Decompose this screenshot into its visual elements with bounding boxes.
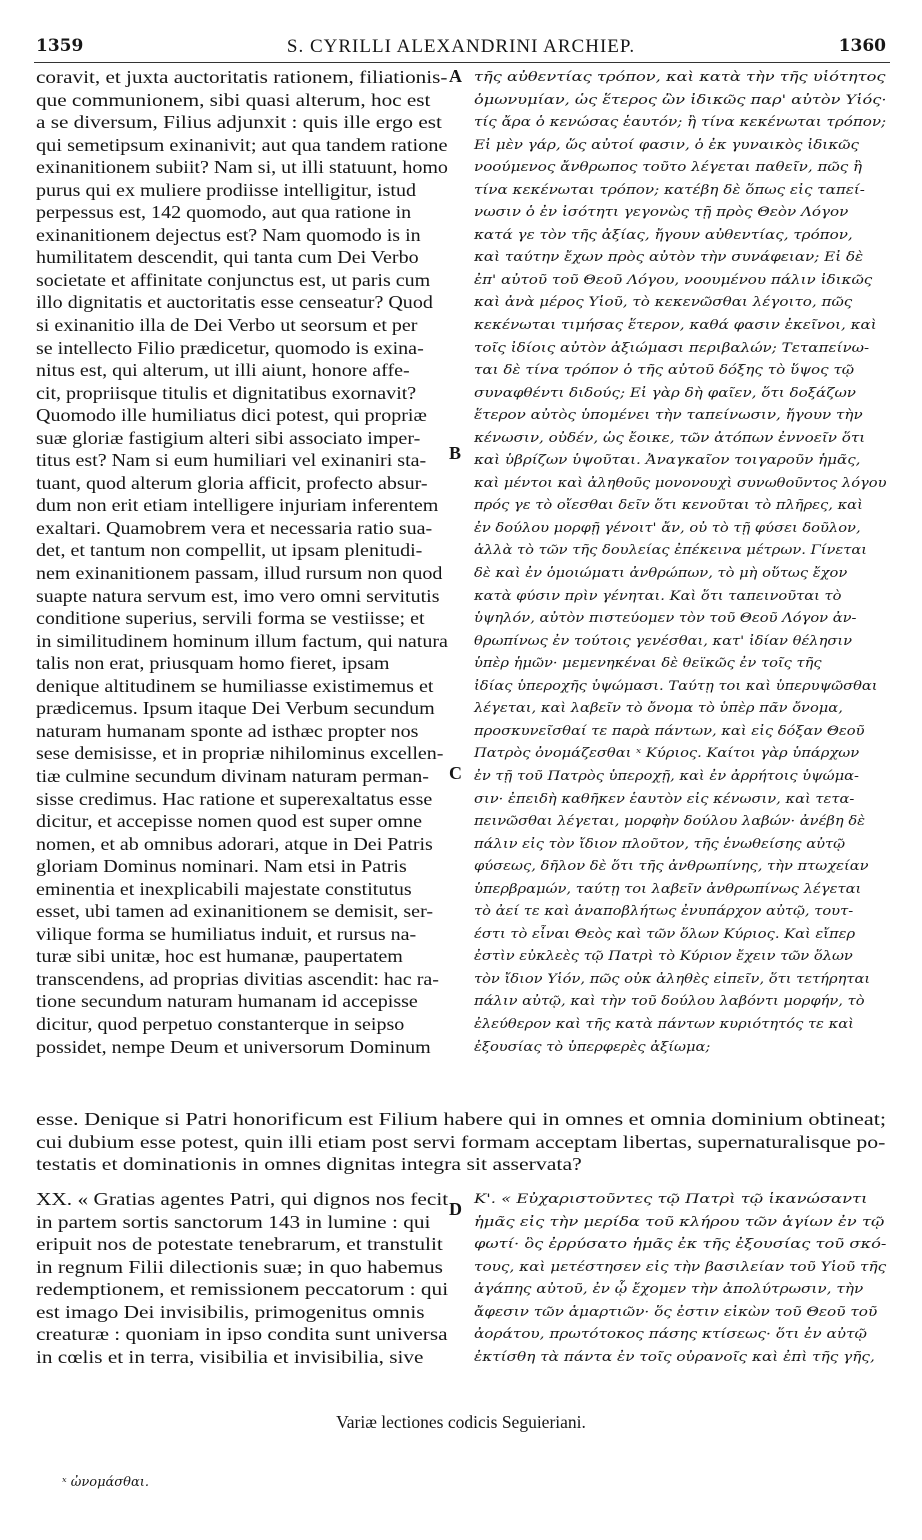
latin-full-width-paragraph <box>36 1108 887 1176</box>
text-line: τους, καὶ μετέστησεν εἰς τὴν βασιλείαν τοῦ Υἱοῦ τῆς <box>474 1258 887 1274</box>
text-line: det, et tantum non compellit, ut ipsam plenitudi- <box>36 540 423 561</box>
text-line: φωτί· ὃς ἐρρύσατο ἡμᾶς ἐκ τῆς ἐξουσίας τοῦ σκό- <box>474 1236 887 1252</box>
text-line: vilique forma se humiliatus induit, et rursus na- <box>36 923 417 944</box>
text-line: Quomodo ille humiliatus dici potest, qui propriæ <box>36 405 427 426</box>
text-line: esse. Denique si Patri honorificum est Filium habere qui in omnes et omnia dominium obtineat; <box>36 1109 887 1129</box>
text-line: ἀγάπης αὐτοῦ, ἐν ᾧ ἔχομεν τὴν ἀπολύτρωσιν, τὴν <box>474 1281 864 1297</box>
text-line: creaturæ : quoniam in ipso condita sunt universa <box>36 1324 448 1345</box>
text-line: ἐκτίσθη τὰ πάντα ἐν τοῖς οὐρανοῖς καὶ ἐπὶ τῆς γῆς, <box>474 1348 875 1364</box>
text-line: ἐλεύθερον καὶ τῆς κατὰ πάντων κυριότητός τε καὶ <box>474 1015 854 1031</box>
text-line: σιν· ἐπειδὴ καθῆκεν ἑαυτὸν εἰς κένωσιν, καὶ τετα- <box>474 790 855 806</box>
text-line: καὶ ταύτην ἔχων πρὸς αὐτὸν τὴν συνάφειαν; Εἰ δὲ <box>474 249 864 265</box>
text-line: eminentia et inexplicabili majestate constitutus <box>36 878 412 899</box>
variants-heading: Variæ lectiones codicis Seguieriani. <box>336 1412 586 1432</box>
text-line: in regnum Filii dilectionis suæ; in quo habemus <box>36 1256 443 1277</box>
text-line: πρός γε τὸ οἴεσθαι δεῖν ὅτι κενοῦται τὸ πλῆρες, καὶ <box>474 497 863 513</box>
text-line: καὶ ἀνὰ μέρος Υἱοῦ, τὸ κεκενῶσθαι λέγοιτο, πῶς <box>474 294 853 310</box>
text-line: possidet, nempe Deum et universorum Dominum <box>36 1036 431 1057</box>
text-line: προσκυνεῖσθαί τε παρὰ πάντων, καὶ εἰς δόξαν Θεοῦ <box>474 722 865 738</box>
text-line: θρωπίνως ἐν τούτοις γενέσθαι, κατ' ἰδίαν θέλησιν <box>474 632 853 648</box>
page-number-left: 1359 <box>36 36 84 56</box>
text-line: ὑπερβραμών, ταύτῃ τοι λαβεῖν ἀνθρωπίνως λέγεται <box>474 880 862 896</box>
text-line: ἐν τῇ τοῦ Πατρὸς ὑπεροχῇ, καὶ ἐν ἀρρήτοις ὑψώμα- <box>474 767 859 783</box>
text-line: transcendens, ad proprias divitias ascendit: hac ra- <box>36 968 439 989</box>
text-line: dicitur, quod perpetuo constanterque in seipso <box>36 1013 405 1034</box>
text-line: exinanitionem dejectus est? Nam quomodo is in <box>36 224 421 245</box>
text-line: que communionem, sibi quasi alterum, hoc est <box>36 89 431 110</box>
text-line: humilitatem descendit, qui tanta cum Dei Verbo <box>36 247 419 268</box>
text-line: turæ sibi unitæ, hoc est humanæ, paupertatem <box>36 946 403 967</box>
text-line: dicitur, et accepisse nomen quod est super omne <box>36 811 423 832</box>
text-line: se intellecto Filio prædicetur, quomodo is exina- <box>36 337 424 358</box>
text-line: conditione superius, servili forma se vestiisse; et <box>36 608 425 629</box>
text-line: ἄφεσιν τῶν ἁμαρτιῶν· ὅς ἐστιν εἰκὼν τοῦ Θεοῦ τοῦ <box>474 1303 878 1319</box>
text-line: Πατρὸς ὀνομάζεσθαι ˣ Κύριος. Καίτοι γὰρ ὑπάρχων <box>474 745 860 761</box>
text-line: in cœlis et in terra, visibilia et invisibilia, sive <box>36 1346 424 1367</box>
text-line: si exinanitio illa de Dei Verbo ut seorsum et per <box>36 315 418 336</box>
text-line: ἐν δούλου μορφῇ γένοιτ' ἄν, οὐ τὸ τῇ φύσει δοῦλον, <box>474 519 861 535</box>
text-line: prædicemus. Ipsum itaque Dei Verbum secundum <box>36 698 435 719</box>
text-line: κεκένωται τιμήσας ἕτερον, καθά φασιν ἐκεῖνοι, καὶ <box>474 317 877 333</box>
text-line: κατὰ φύσιν πρὶν γένηται. Καὶ ὅτι ταπεινοῦται τὸ <box>474 587 842 603</box>
text-line: συναφθέντι διδούς; Εἰ γὰρ δὴ φαῖεν, ὅτι δοξάζων <box>474 384 856 400</box>
text-line: in partem sortis sanctorum 143 in lumine : qui <box>36 1211 431 1232</box>
text-line: νοούμενος ἄνθρωπος τοῦτο λέγεται παθεῖν, πῶς ἢ <box>474 159 863 175</box>
text-line: νωσιν ὁ ἐν ἰσότητι γεγονὼς τῇ πρὸς Θεὸν Λόγον <box>474 204 849 220</box>
text-line: perpessus est, 142 quomodo, aut qua ratione in <box>36 202 412 223</box>
text-line: ὁμωνυμίαν, ὡς ἕτερος ὢν ἰδικῶς παρ' αὐτὸν Υἱός· <box>474 91 887 107</box>
text-line: ἐξουσίας τὸ ὑπερφερὲς ἀξίωμα; <box>474 1038 711 1054</box>
text-line: exaltari. Quamobrem vera et necessaria ratio sua- <box>36 517 433 538</box>
text-line: tione secundum naturam humanam id accepisse <box>36 991 418 1012</box>
text-line: cui dubium esse potest, quin illi etiam post servi formam acceptam libertas, supernaturalisque po- <box>36 1131 886 1152</box>
text-line: ἰδίας ὑπεροχῆς ὑψώμασι. Ταύτῃ τοι καὶ ὑπερυψῶσθαι <box>474 677 878 693</box>
text-line: illo dignitatis et auctoritatis esse censeatur? Quod <box>36 292 433 313</box>
text-line: tuant, quod alterum gloria afficit, profecto absur- <box>36 472 428 493</box>
text-line: τοῖς ἰδίοις αὐτὸν ἀξιώμασι περιβαλών; Τεταπείνω- <box>474 339 870 355</box>
text-line: titus est? Nam si eum humiliari vel exinaniri sta- <box>36 450 427 471</box>
text-line: sisse credimus. Hac ratione et superexaltatus esse <box>36 788 433 809</box>
text-line: nem exinanitionem passam, illud rursum non quod <box>36 563 443 584</box>
text-line: Κ'. « Εὐχαριστοῦντες τῷ Πατρὶ τῷ ἱκανώσαντι <box>474 1191 868 1206</box>
text-line: eripuit nos de potestate tenebrarum, et transtulit <box>36 1234 443 1255</box>
text-line: τῆς αὐθεντίας τρόπον, καὶ κατὰ τὴν τῆς υἱότητος <box>474 69 886 84</box>
text-line: exinanitionem subiit? Nam si, ut illi statuunt, homo <box>36 157 448 178</box>
text-line: κένωσιν, οὐδέν, ὡς ἔοικε, τῶν ἀτόπων ἐννοεῖν ὅτι <box>474 429 866 445</box>
text-line: nomen, et ab omnibus adorari, atque in Dei Patris <box>36 833 433 854</box>
text-line: ὑπὲρ ἡμῶν· μεμενηκέναι δὲ θεϊκῶς ἐν τοῖς τῆς <box>474 655 822 671</box>
text-line: purus qui ex muliere prodiisse intelligitur, istud <box>36 179 416 200</box>
text-line: τὸ ἀεί τε καὶ ἀναποβλήτως ἐνυπάρχον αὐτῷ, τουτ- <box>474 903 854 919</box>
running-title: S. CYRILLI ALEXANDRINI ARCHIEP. <box>286 36 636 57</box>
text-line: τίνα κεκένωται τρόπον; κατέβη δὲ ὅπως εἰς ταπεί- <box>474 181 865 197</box>
text-line: Εἰ μὲν γάρ, ὥς αὐτοί φασιν, ὁ ἐκ γυναικὸς ἰδικῶς <box>474 136 859 152</box>
text-line: denique altitudinem se humiliasse existimemus et <box>36 675 434 696</box>
text-line: societate et affinitate conjunctus est, ut paris cum <box>36 269 431 290</box>
text-line: δὲ καὶ ἐν ὁμοιώματι ἀνθρώπων, τὸ μὴ οὕτως ἔχον <box>474 565 848 581</box>
text-line: in similitudinem hominum illum factum, qui natura <box>36 630 448 651</box>
text-line: dum non erit etiam intelligere injuriam inferentem <box>36 495 439 516</box>
margin-letter-d: D <box>449 1199 462 1219</box>
text-line: ἐστὶν εὐκλεὲς τῷ Πατρὶ τὸ Κύριον ἔχειν τῶν ὅλων <box>474 948 853 964</box>
text-line: testatis et dominationis in omnes dignitas integra sit asservata? <box>36 1154 582 1175</box>
text-line: cit, propriisque titulis et dignitatibus exornavit? <box>36 382 417 403</box>
text-line: ται δὲ τίνα τρόπον ὁ τῆς αὐτοῦ δόξης τὸ ὕψος τῷ <box>474 362 855 378</box>
text-line: καὶ μέντοι καὶ ἀληθοῦς μονονουχὶ συνωθοῦντος λόγου <box>474 474 887 490</box>
text-line: esset, ubi tamen ad exinanitionem se demisit, ser- <box>36 901 434 922</box>
footnote: ˣ ὠνομάσθαι. <box>62 1475 150 1490</box>
text-line: κατά γε τὸν τῆς ἀξίας, ἤγουν αὐθεντίας, τρόπον, <box>474 226 853 242</box>
text-line: coravit, et juxta auctoritatis rationem, filiationis- <box>36 67 448 87</box>
text-line: a se diversum, Filius adjunxit : quis ille ergo est <box>36 112 442 133</box>
text-line: suæ gloriæ fastigium alteri sibi associato imper- <box>36 427 421 448</box>
page-number-right: 1360 <box>838 36 886 56</box>
text-line: τὸν ἴδιον Υἱόν, πῶς οὐκ ἀληθὲς εἰπεῖν, ὅτι τετήρηται <box>474 970 871 986</box>
text-line: suapte natura servum est, imo vero omni servitutis <box>36 585 440 606</box>
text-line: ἡμᾶς εἰς τὴν μερίδα τοῦ κλήρου τῶν ἁγίων ἐν τῷ <box>474 1213 885 1229</box>
text-line: ἕτερον αὐτὸς ὑπομένει τὴν ταπείνωσιν, ἤγουν τὴν <box>474 407 863 423</box>
text-line: est imago Dei invisibilis, primogenitus omnis <box>36 1301 425 1322</box>
greek-column-top <box>474 66 887 1058</box>
latin-column-top <box>36 66 448 1058</box>
text-line: redemptionem, et remissionem peccatorum : qui <box>36 1279 449 1300</box>
text-line: nitus est, qui alterum, ut illi aiunt, honore affe- <box>36 360 410 381</box>
header-rule <box>34 62 890 63</box>
text-line: λέγεται, καὶ λαβεῖν τὸ ὄνομα τὸ ὑπὲρ πᾶν ὄνομα, <box>474 700 843 716</box>
text-line: tiæ culmine secundum divinam naturam perman- <box>36 765 429 786</box>
margin-letter-b: B <box>449 443 462 463</box>
text-line: έστι τὸ εἶναι Θεὸς καὶ τῶν ὅλων Κύριος. Καὶ εἴπερ <box>474 925 856 941</box>
text-line: τίς ἄρα ὁ κενώσας ἑαυτόν; ἢ τίνα κεκένωται τρόπον; <box>474 114 887 130</box>
text-line: gloriam Dominus nominari. Nam etsi in Patris <box>36 856 407 877</box>
text-line: ὑψηλόν, αὐτὸν πιστεύομεν τὸν τοῦ Θεοῦ Λόγον ἀν- <box>474 610 857 626</box>
text-line: πεινῶσθαι λέγεται, μορφὴν δούλου λαβών· ἀνέβη δὲ <box>474 813 866 829</box>
text-line: πάλιν εἰς τὸν ἴδιον πλοῦτον, τῆς ἑνωθείσης αὐτῷ <box>474 835 846 851</box>
text-line: καὶ ὑβρίζων ὑψοῦται. Ἀναγκαῖον τοιγαροῦν ἡμᾶς, <box>474 452 861 468</box>
text-line: talis non erat, priusquam homo fieret, ipsam <box>36 653 390 674</box>
text-line: ἐπ' αὐτοῦ τοῦ Θεοῦ Λόγου, νοουμένου πάλιν ἰδικῶς <box>474 271 873 287</box>
text-line: ἀλλὰ τὸ τῶν τῆς δουλείας ἐπέκεινα μέτρων. Γίνεται <box>474 542 868 558</box>
text-line: ἀοράτου, πρωτότοκος πάσης κτίσεως· ὅτι ἐν αὐτῷ <box>474 1326 867 1342</box>
text-line: sese demisisse, et in propriæ nihilominus excellen- <box>36 743 444 764</box>
text-line: qui semetipsum exinanivit; aut qua tandem ratione <box>36 134 448 155</box>
text-line: φύσεως, δῆλον δὲ ὅτι τῆς ἀνθρωπίνης, τὴν πτωχείαν <box>474 858 869 874</box>
text-line: naturam humanam sponte ad isthæc propter nos <box>36 720 419 741</box>
margin-letter-c: C <box>449 763 462 783</box>
text-line: XX. « Gratias agentes Patri, qui dignos nos fecit <box>36 1189 449 1209</box>
greek-column-bottom <box>474 1188 887 1368</box>
margin-letter-a: A <box>449 66 462 86</box>
latin-column-bottom <box>36 1188 449 1368</box>
text-line: πάλιν αὐτῷ, καὶ τὴν τοῦ δούλου λαβόντι μορφήν, τὸ <box>474 993 865 1009</box>
